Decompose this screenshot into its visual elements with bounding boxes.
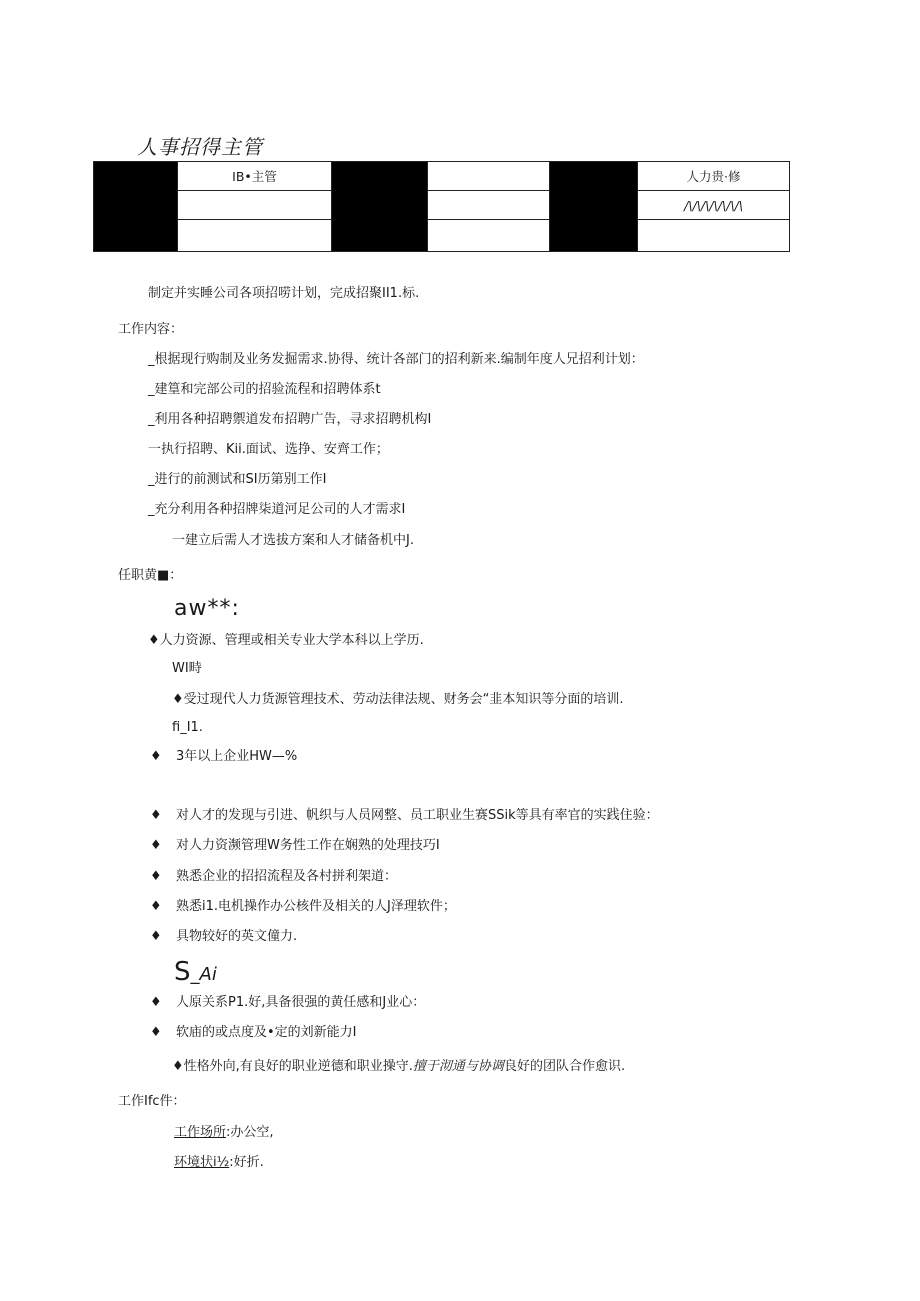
requirements-label: 任职黄■： (118, 568, 183, 583)
table-label-cell (94, 162, 178, 252)
work-item: _利用各种招聘禦道发布招聘广告，寻求招聘机构I (148, 412, 432, 427)
training-item: ♦受过现代人力货源管理技术、劳动法律法规、财务会“韭本知识等分面的培训. (172, 692, 624, 707)
skill-item: 具物较好的英文僮力. (176, 929, 298, 944)
work-content-label: 工作内容： (118, 322, 184, 337)
environment-label: 环境状i½ (174, 1155, 230, 1170)
table-cell (638, 220, 790, 252)
superior-cell: /\/\/\/\/\/\/\ (638, 191, 790, 220)
education-item: ♦人力资源、管理或相关专业大学本科以上学历. (148, 633, 424, 648)
table-cell (428, 191, 550, 220)
personality-item (172, 1060, 625, 1073)
bullet-icon: ♦ (150, 899, 162, 914)
work-item: 一执行招聘、Kii.面试、选挣、安齊工作； (148, 442, 389, 457)
quality-heading-rest: _Ai (190, 964, 217, 985)
bullet-icon: ♦ (150, 838, 162, 853)
quality-heading-s: S (174, 957, 191, 987)
table-label-cell (550, 162, 638, 252)
table-cell (178, 220, 332, 252)
table-cell (428, 162, 550, 191)
conditions-label: 工作Ifc件： (118, 1094, 186, 1109)
workplace-line (174, 1126, 274, 1139)
personality-italic: 擅于沏通与协调 (412, 1059, 504, 1074)
work-item: _进行的前测试和SI历第别工作I (148, 472, 327, 487)
training-heading: WI畤 (172, 661, 202, 676)
work-item: _建篁和完部公司的招验流程和招聘体系t (148, 382, 381, 397)
bullet-icon: ♦ (150, 869, 162, 884)
table-cell (428, 220, 550, 252)
education-heading: aw**: (174, 596, 240, 621)
bullet-icon: ♦ (150, 749, 162, 764)
bullet-icon: ♦ (150, 995, 162, 1010)
experience-heading: fi_I1. (172, 720, 203, 735)
skill-item: 熟悉i1.电机操作办公核件及相关的人J泽理软件； (176, 899, 456, 914)
workplace-label: 工作场所 (174, 1125, 227, 1140)
work-item: 一建立后需人才选拔方案和人才储备机中J. (172, 533, 414, 548)
table-label-cell (332, 162, 428, 252)
skill-item: 熟悉企业的招招流程及各村拼利架道： (176, 869, 398, 884)
job-summary: 制定并实睡公司各项招唠计划，完成招聚II1.标. (148, 286, 420, 301)
bullet-icon: ♦ (150, 929, 162, 944)
position-cell: IB•主管 (178, 162, 332, 191)
table-cell (178, 191, 332, 220)
bullet-icon: ♦ (150, 1025, 162, 1040)
skill-item: 对人力资濒管理W务性工作在娴熟的处理技巧I (176, 838, 440, 853)
work-item: _根据现行购制及业务发掘需求.协得、统计各部门的招利新来.编制年度人兄招利计划： (148, 352, 644, 367)
skill-item: 对人才的发现与引进、帆织与人员网整、员工职业生赛SSik等具有率官的实践住验： (176, 808, 659, 823)
environment-line (174, 1156, 264, 1169)
workplace-value: :办公空, (226, 1125, 274, 1140)
personality-lead: ♦性格外向,有良好的职业逆德和职业操守. (172, 1059, 413, 1074)
department-cell: 人力贵·修 (638, 162, 790, 191)
experience-item: 3年以上企业HW—% (176, 749, 298, 764)
personality-tail: 良好的团队合作愈识. (503, 1059, 626, 1074)
bullet-icon: ♦ (150, 808, 162, 823)
quality-item: 人原关系P1.好,具备很强的黄任感和J业心： (176, 995, 426, 1010)
quality-heading (174, 959, 217, 985)
work-item: _充分利用各种招牌柒道河足公司的人才需求I (148, 502, 406, 517)
quality-item: 软庙的或点度及•定的刘新能力I (176, 1025, 357, 1040)
page-title: 人事招得主管 (137, 135, 263, 159)
environment-value: :好折. (229, 1155, 264, 1170)
info-table (93, 161, 790, 252)
